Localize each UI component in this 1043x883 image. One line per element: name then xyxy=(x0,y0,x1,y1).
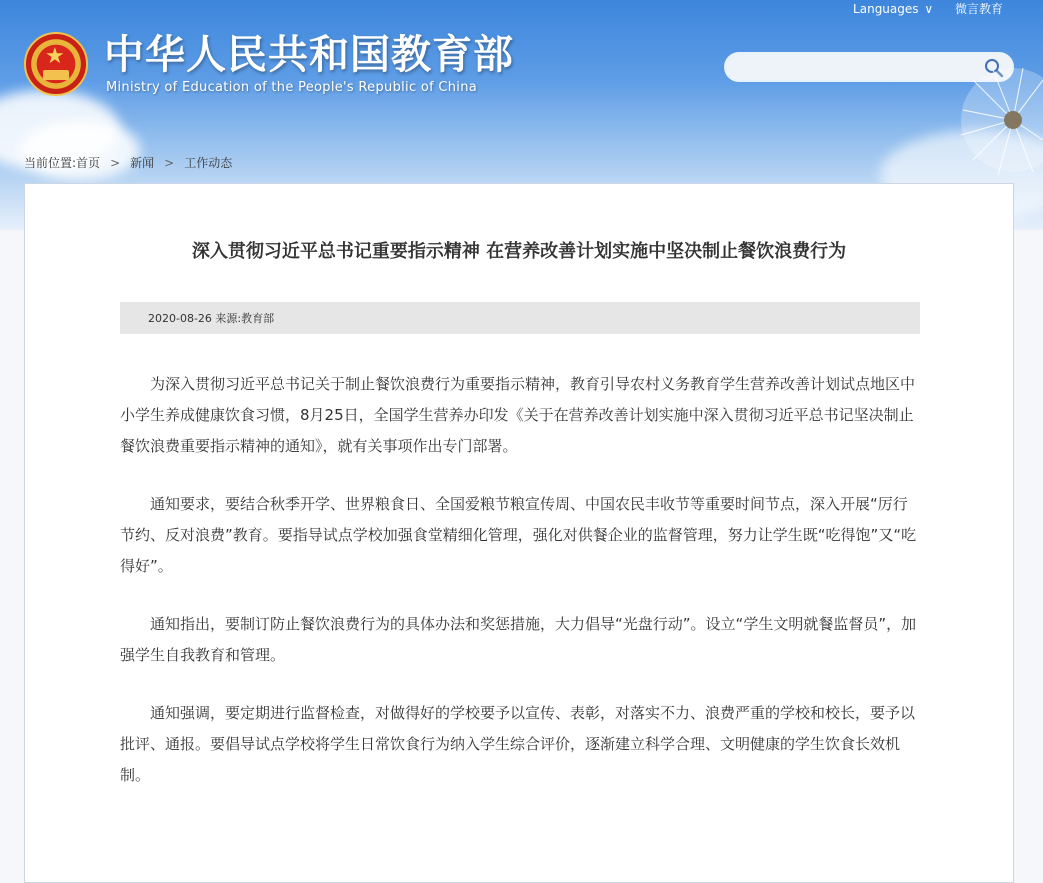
languages-label: Languages xyxy=(853,2,919,16)
national-emblem-icon[interactable]: ★ xyxy=(24,32,88,96)
site-title[interactable]: 中华人民共和国教育部 xyxy=(104,31,514,78)
site-subtitle: Ministry of Education of the People's Republic of China xyxy=(106,80,478,95)
article-paragraph: 通知指出，要制订防止餐饮浪费行为的具体办法和奖惩措施，大力倡导“光盘行动”。设立“学生文明就餐监督员”，加强学生自我教育和管理。 xyxy=(120,615,917,664)
article-meta: 2020-08-26 来源:教育部 xyxy=(148,312,275,325)
article-paragraph: 通知要求，要结合秋季开学、世界粮食日、全国爱粮节粮宣传周、中国农民丰收节等重要时间节点，深入开展“厉行节约、反对浪费”教育。要指导试点学校加强食堂精细化管理，强化对供餐企业的监督管理，努力让学生既“吃得饱”又“吃得好”。 xyxy=(120,495,917,575)
languages-link[interactable] xyxy=(853,2,933,16)
breadcrumb-label: 当前位置: xyxy=(24,156,77,170)
breadcrumb-news[interactable]: 新闻 xyxy=(130,156,155,170)
chevron-right-icon: > xyxy=(110,156,121,170)
article-title: 深入贯彻习近平总书记重要指示精神 在营养改善计划实施中坚决制止餐饮浪费行为 xyxy=(191,241,847,262)
cloud-decoration xyxy=(20,120,140,180)
top-links xyxy=(835,0,1003,16)
article-body xyxy=(120,369,920,818)
breadcrumb-home[interactable]: 首页 xyxy=(76,156,101,170)
breadcrumb xyxy=(24,155,232,171)
breadcrumb-work-updates[interactable]: 工作动态 xyxy=(184,156,233,170)
weibo-link[interactable]: 微言教育 xyxy=(954,2,1003,16)
article-paragraph: 为深入贯彻习近平总书记关于制止餐饮浪费行为重要指示精神，教育引导农村义务教育学生营养改善计划试点地区中小学生养成健康饮食习惯，8月25日，全国学生营养办印发《关于在营养改善计划实施中深入贯彻习近平总书记坚决制止餐饮浪费重要指示精神的通知》，就有关事项作出专门部署。 xyxy=(120,375,916,455)
article-meta-bar xyxy=(120,302,920,334)
article-panel xyxy=(24,183,1014,883)
chevron-right-icon: > xyxy=(164,156,175,170)
article-paragraph: 通知强调，要定期进行监督检查，对做得好的学校要予以宣传、表彰，对落实不力、浪费严重的学校和校长，要予以批评、通报。要倡导试点学校将学生日常饮食行为纳入学生综合评价，逐渐建立科学合理、文明健康的学生饮食长效机制。 xyxy=(120,704,916,784)
chevron-down-icon: ∨ xyxy=(924,2,934,16)
